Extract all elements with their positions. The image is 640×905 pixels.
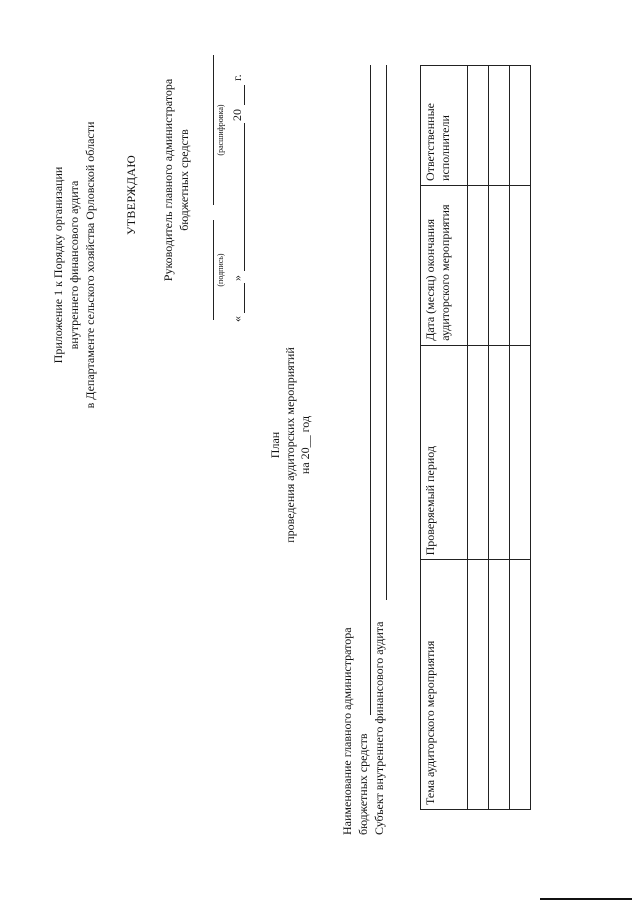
approval-title: УТВЕРЖДАЮ — [124, 154, 138, 236]
table-cell[interactable] — [468, 560, 489, 810]
admin-name-label-1: Наименование главного администратора — [340, 627, 354, 835]
subject-line — [386, 65, 387, 600]
header-responsible: Ответственные исполнители — [421, 66, 468, 186]
date-day-line — [244, 283, 245, 313]
admin-name-label-2: бюджетных средств — [356, 733, 370, 835]
plan-title-line-2: проведения аудиторских мероприятий — [283, 347, 297, 543]
approver-role-line-2: бюджетных средств — [177, 129, 191, 231]
signature-line — [213, 220, 214, 320]
approver-role-line-1: Руководитель главного администратора — [161, 78, 175, 282]
transcript-line — [213, 55, 214, 205]
header-end-date: Дата (месяц) окончания аудиторского мероприятия — [421, 185, 468, 345]
table-header-row — [421, 66, 468, 810]
audit-plan-table — [420, 65, 531, 810]
date-year-line — [244, 85, 245, 105]
table-cell[interactable] — [510, 66, 531, 186]
table-cell[interactable] — [489, 560, 510, 810]
appendix-line-1: Приложение 1 к Порядку организации — [51, 166, 65, 364]
table-cell[interactable] — [510, 560, 531, 810]
appendix-note — [50, 75, 98, 455]
table-cell[interactable] — [510, 345, 531, 560]
table-cell[interactable] — [489, 185, 510, 345]
table-cell[interactable] — [468, 345, 489, 560]
table-cell[interactable] — [489, 66, 510, 186]
date-open-quote: « — [230, 316, 244, 322]
date-close-quote: » — [230, 275, 244, 281]
bottom-rule — [540, 898, 632, 900]
table-row — [489, 66, 510, 810]
table-row — [510, 66, 531, 810]
subject-label: Субъект внутреннего финансового аудита — [372, 621, 386, 835]
header-topic: Тема аудиторского мероприятия — [421, 560, 468, 810]
signature-caption: (подпись) — [216, 253, 225, 287]
table-row — [468, 66, 489, 810]
date-year-suffix: г. — [230, 74, 244, 81]
table-cell[interactable] — [510, 185, 531, 345]
plan-title — [268, 315, 313, 575]
approver-role — [160, 30, 192, 330]
date-month-line — [244, 123, 245, 271]
date-year-prefix: 20 — [230, 109, 244, 121]
appendix-line-2: внутреннего финансового аудита — [67, 180, 81, 350]
table-cell[interactable] — [489, 345, 510, 560]
table-cell[interactable] — [468, 185, 489, 345]
table-cell[interactable] — [468, 66, 489, 186]
header-period: Проверяемый период — [421, 345, 468, 560]
plan-title-line-1: План — [268, 431, 282, 459]
transcript-caption: (расшифровка) — [216, 104, 225, 156]
plan-title-line-3: на 20__ год — [298, 415, 312, 475]
appendix-line-3: в Департаменте сельского хозяйства Орловской области — [83, 121, 97, 409]
admin-name-line — [370, 65, 371, 715]
